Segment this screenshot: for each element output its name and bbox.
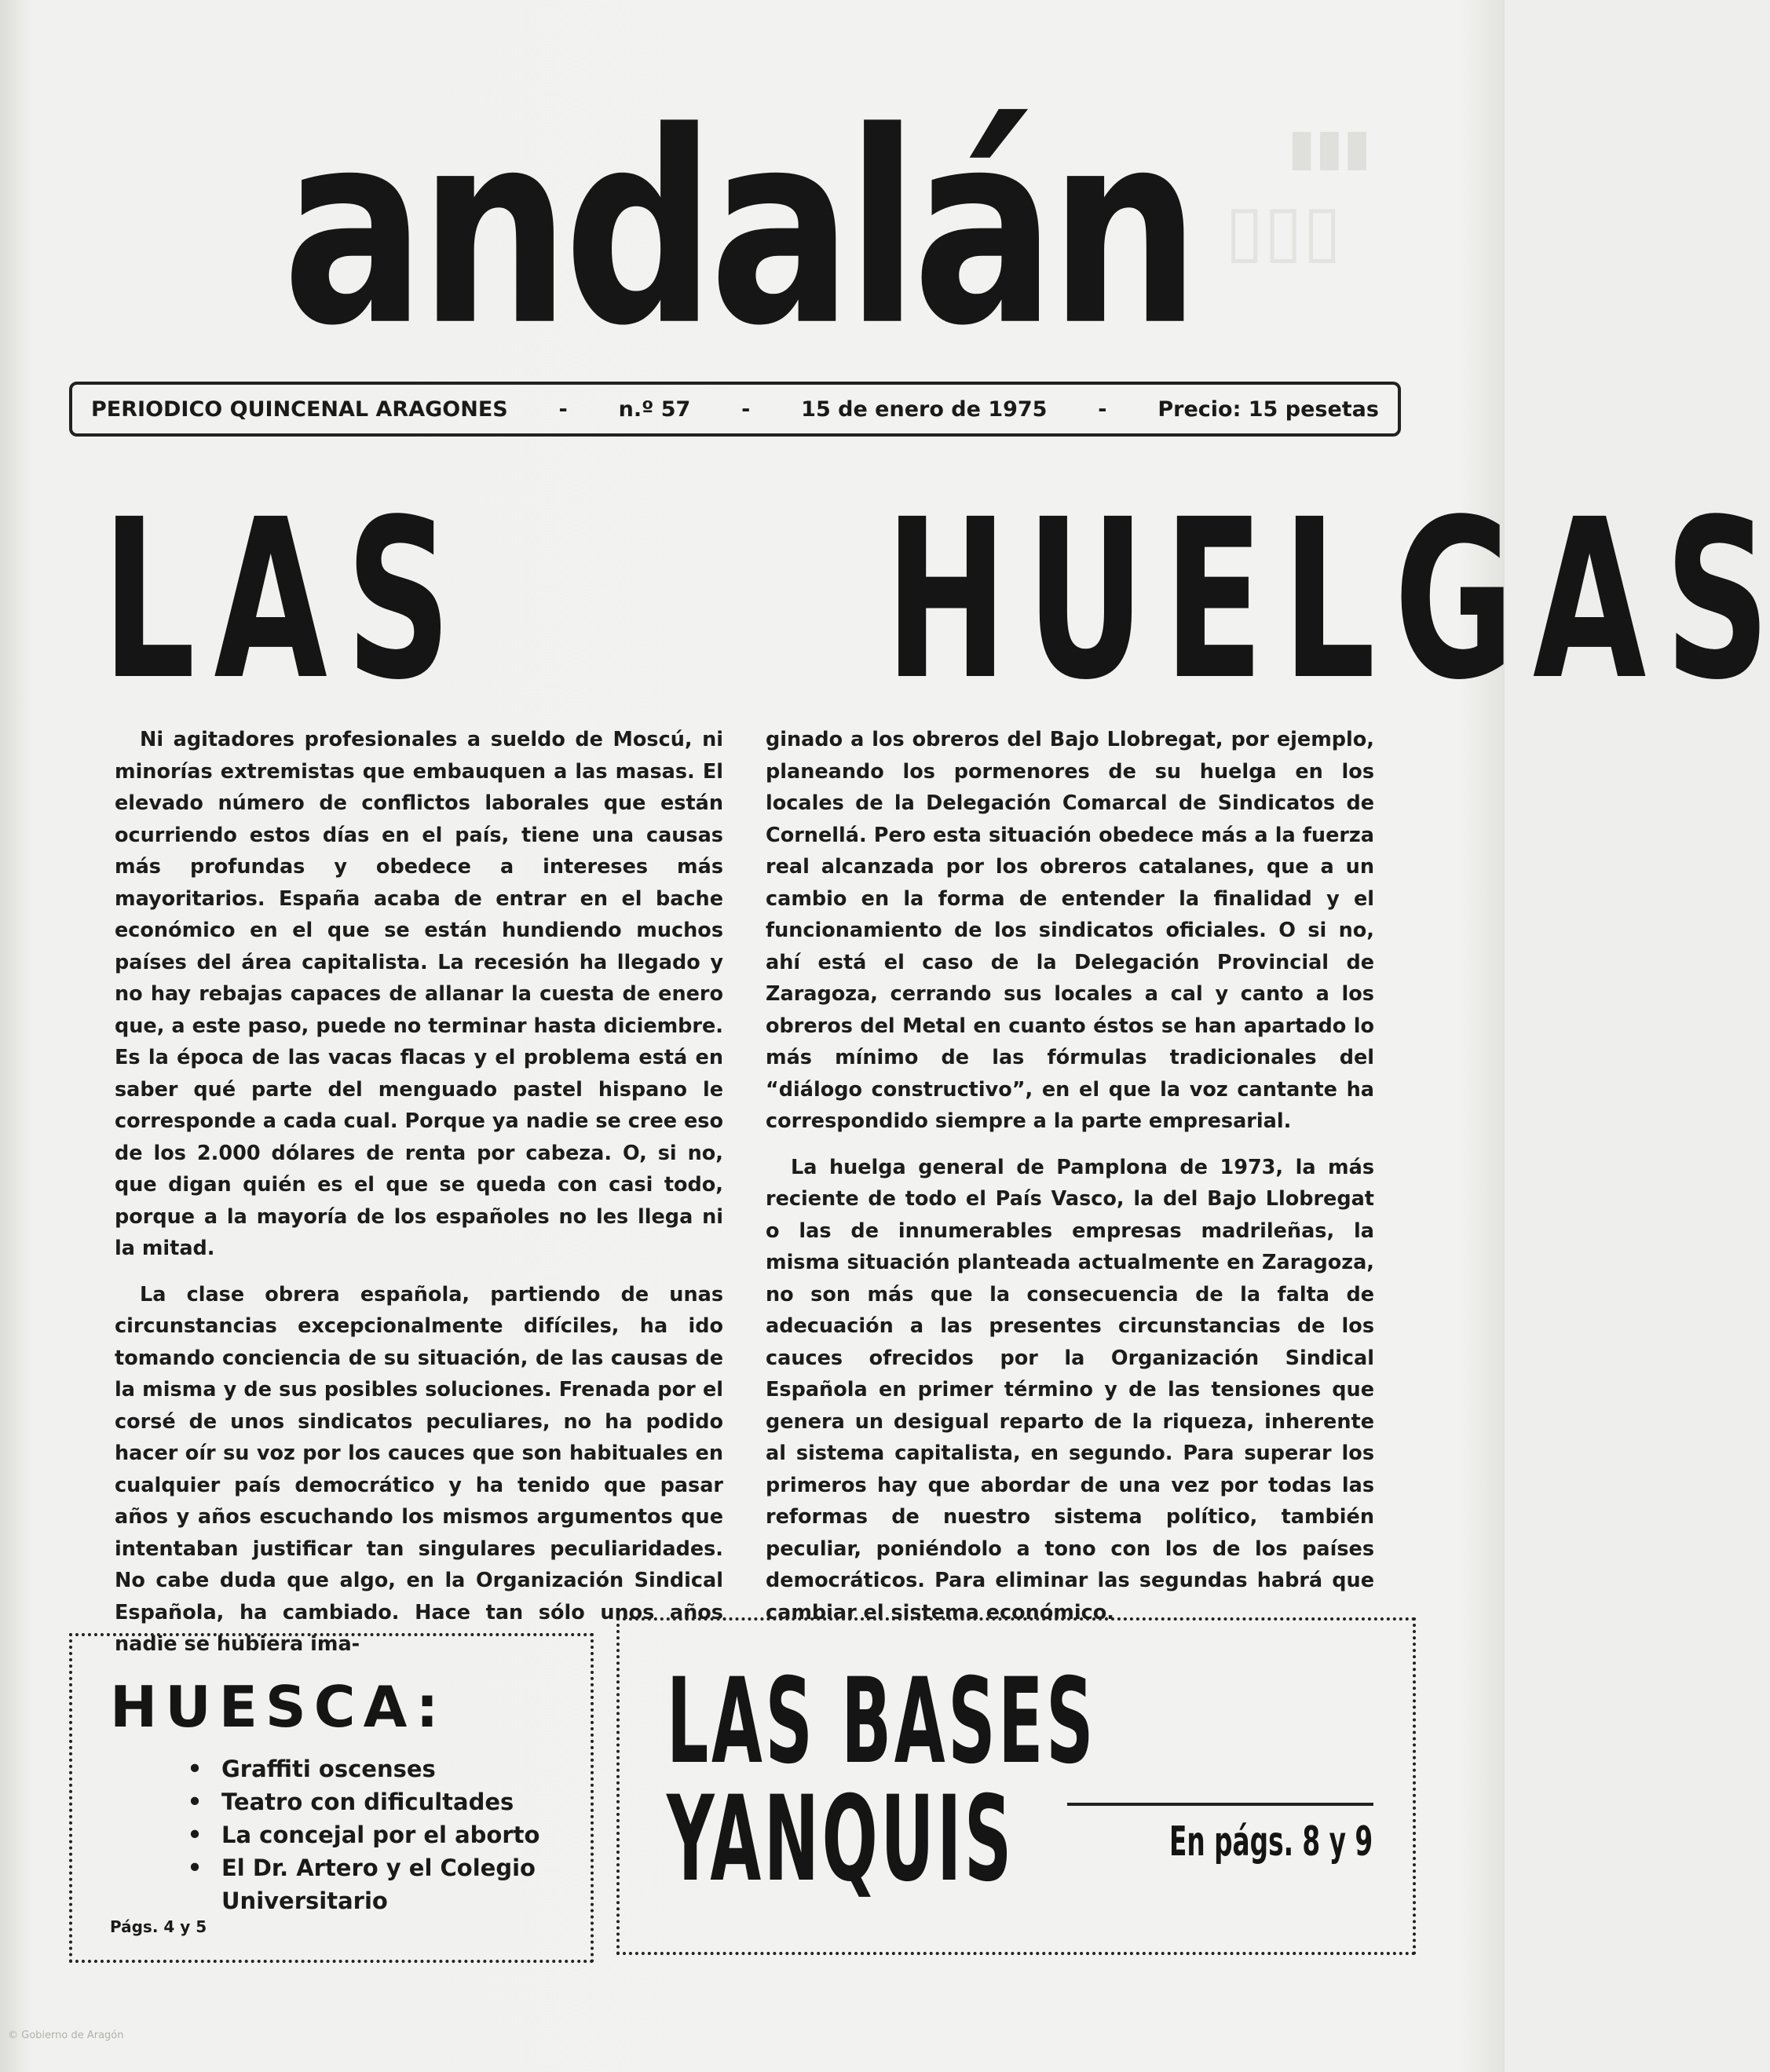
huesca-list: [187, 1752, 540, 1917]
headline-letter: G: [1394, 473, 1515, 729]
main-headline: [102, 473, 1770, 729]
masthead-logo: [282, 75, 1194, 384]
article-paragraph: Ni agitadores profesionales a sueldo de Moscú, ni minorías extremistas que embauquen a las masas. El elevado número de conflictos laborales que están ocurriendo estos días en el país, tiene una causas más profundas y obedece a intereses más mayoritarios. España acaba de entrar en el bache económico en el que se están hundiendo muchos países del área capitalista. La recesión ha llegado y no hay rebajas capaces de allanar la cuesta de enero que, a este paso, puede no terminar hasta diciembre. Es la época de las vacas flacas y el problema está en saber qué parte del menguado pastel hispano le corresponde a cada cual. Porque ya nadie se cree eso de los 2.000 dólares de renta por cabeza. O, si no, que digan quién es el que se queda con casi todo, porque a la mayoría de los españoles no les llega ni la mitad.: [115, 728, 723, 1260]
separator: -: [1098, 396, 1107, 422]
headline-letter: L: [1282, 473, 1376, 729]
headline-letter: H: [884, 473, 1008, 729]
huesca-page-ref: Págs. 4 y 5: [110, 1917, 207, 1936]
headline-letter: A: [214, 473, 327, 729]
article-column-2: [766, 724, 1374, 1628]
bullet-icon: •: [187, 1822, 203, 1848]
issue-date: 15 de enero de 1975: [801, 396, 1048, 422]
bases-title: [667, 1654, 1097, 1908]
publication-name: PERIODICO QUINCENAL ARAGONES: [91, 396, 508, 422]
separator: -: [741, 396, 751, 422]
article-paragraph: ginado a los obreros del Bajo Llobregat, por ejemplo, planeando los pormenores de su huelga en los locales de la Delegación Comarcal de Sindicatos de Cornellá. Pero esta situación obedece más a la fuerza real alcanzada por los obreros catalanes, que a un cambio en la forma de entender la finalidad y el funcionamiento de los sindicatos oficiales. O si no, ahí está el caso de la Delegación Provincial de Zaragoza, cerrando sus locales a cal y canto a los obreros del Metal en cuanto éstos se han apartado lo más mínimo de las fórmulas tradicionales del “diálogo constructivo”, en el que la voz cantante ha correspondido siempre a la parte empresarial.: [766, 728, 1374, 1133]
huesca-title: HUESCA:: [110, 1674, 447, 1740]
article-column-1: [115, 724, 723, 1661]
bases-page-ref: En págs. 8 y 9: [1169, 1818, 1373, 1866]
bleed-through-mark: ▮▮▮: [1288, 118, 1371, 177]
bases-box: [616, 1617, 1416, 1955]
huesca-box: [69, 1633, 594, 1963]
bullet-icon: •: [187, 1855, 203, 1881]
list-item: • Graffiti oscenses: [198, 1752, 539, 1785]
headline-word-2: [884, 473, 1770, 729]
bullet-icon: •: [187, 1789, 203, 1815]
divider: [1067, 1803, 1373, 1806]
price: Precio: 15 pesetas: [1157, 396, 1379, 422]
headline-letter: U: [1026, 473, 1145, 729]
separator: -: [558, 396, 568, 422]
list-item: • Teatro con dificultades: [198, 1785, 539, 1818]
article-paragraph: La clase obrera española, partiendo de unas circunstancias excepcionalmente difíciles, ha ido tomando conciencia de su situación, de las causas de la misma y de sus posibles soluciones. Frenada por el corsé de unos sindicatos peculiares, no ha podido hacer oír su voz por los cauces que son habituales en cualquier país democrático y ha tenido que pasar años y años escuchando los mismos argumentos que intentaban justificar tan singulares peculiaridades. No cabe duda que algo, en la Organización Sindical Española, ha cambiado. Hace tan sólo unos años nadie se hubiera ima-: [115, 1282, 723, 1656]
list-item: • La concejal por el aborto: [198, 1818, 539, 1851]
headline-letter: A: [1532, 473, 1647, 729]
issue-number: n.º 57: [618, 396, 691, 422]
headline-letter: L: [102, 473, 196, 729]
bases-title-line-2: YANQUIS: [667, 1771, 1015, 1908]
headline-letter: S: [1664, 473, 1770, 729]
masthead-title: andalán: [282, 75, 1194, 384]
bases-title-line-1: LAS BASES: [667, 1654, 1097, 1790]
bullet-icon: •: [187, 1756, 203, 1782]
article-paragraph: La huelga general de Pamplona de 1973, la más reciente de todo el País Vasco, la del Bajo Llobregat o las de innumerables empresas madrileñas, la misma situación planteada actualmente en Zaragoza, no son más que la consecuencia de la falta de adecuación a las presentes circunstancias de los cauces ofrecidos por la Organización Sindical Española en primer término y de las tensiones que genera un desigual reparto de la riqueza, inherente al sistema capitalista, en segundo. Para superar los primeros hay que abordar de una vez por todas las reformas de nuestro sistema político, también peculiar, poniéndolo a tono con los de los países democráticos. Para eliminar las segundas habrá que cambiar el sistema económico.: [766, 1155, 1374, 1624]
list-item: • El Dr. Artero y el Colegio Universitario: [198, 1851, 539, 1917]
headline-letter: E: [1163, 473, 1264, 729]
bleed-through-mark: ▯▯▯: [1225, 188, 1342, 272]
headline-word-1: [102, 473, 452, 729]
archive-credit: © Gobierno de Aragón: [8, 2030, 124, 2041]
headline-letter: S: [346, 473, 452, 729]
info-bar: [69, 382, 1401, 437]
